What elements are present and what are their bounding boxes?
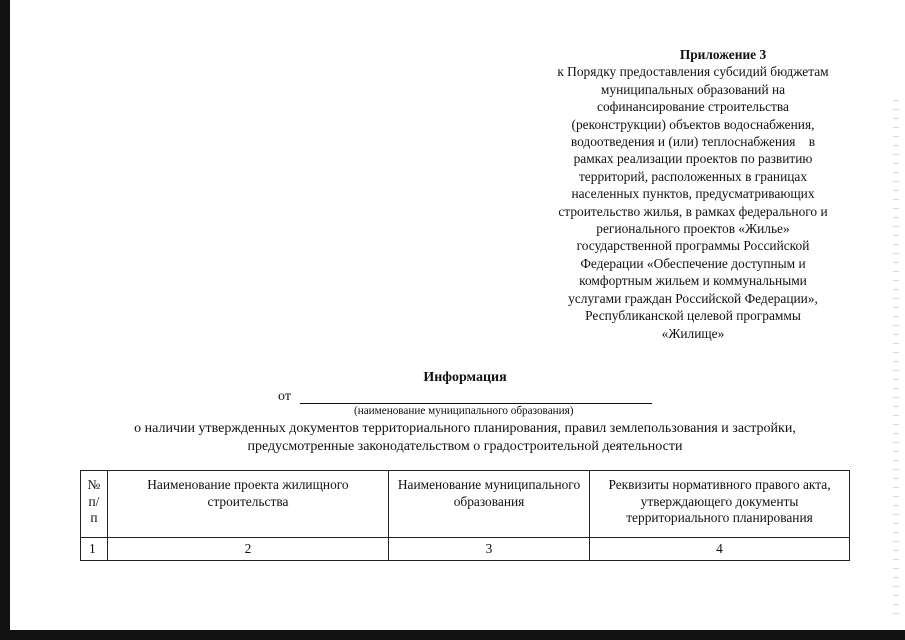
appendix-line: услугами граждан Российской Федерации»,: [568, 290, 818, 306]
form-subject-line: о наличии утвержденных документов территориального планирования, правил землепользования и застройки,: [134, 421, 796, 436]
appendix-block: [528, 46, 858, 342]
info-table: [80, 470, 850, 561]
from-label: от: [278, 389, 291, 404]
header-number: № п/п: [81, 471, 108, 538]
table-header-row: [81, 471, 850, 538]
appendix-line: регионального проектов «Жилье»: [596, 221, 790, 237]
column-number-cell: 1: [81, 538, 108, 561]
municipality-caption: (наименование муниципального образования): [354, 405, 574, 417]
column-number-cell: 2: [107, 538, 388, 561]
table-row: [81, 538, 850, 561]
appendix-line: муниципальных образований на: [600, 81, 786, 97]
appendix-line: государственной программы Российской: [576, 238, 810, 254]
appendix-line: «Жилище»: [661, 325, 725, 341]
appendix-line: строительство жилья, в рамках федерального и: [558, 203, 828, 219]
scan-edge-noise: [893, 100, 899, 620]
municipality-fill-line[interactable]: [300, 403, 652, 404]
appendix-line: комфортным жильем и коммунальными: [579, 273, 807, 289]
column-number-cell: 3: [389, 538, 590, 561]
header-municipality: Наименование муниципального образования: [389, 471, 590, 538]
form-subject: [0, 420, 905, 456]
appendix-line: водоотведения и (или) теплоснабжения в: [570, 134, 816, 150]
appendix-title: Приложение 3: [679, 47, 767, 62]
appendix-line: к Порядку предоставления субсидий бюджетам: [557, 64, 829, 80]
form-title: Информация: [423, 370, 507, 385]
header-project: Наименование проекта жилищного строительства: [107, 471, 388, 538]
appendix-line: Республиканской целевой программы: [585, 308, 801, 324]
form-subject-line: предусмотренные законодательством о градостроительной деятельности: [247, 439, 683, 454]
scan-bottom-border: [0, 630, 905, 640]
scan-left-border: [0, 0, 10, 640]
appendix-line: населенных пунктов, предусматривающих: [571, 186, 815, 202]
appendix-line: софинансирование строительства: [597, 99, 789, 115]
appendix-line: территорий, расположенных в границах: [578, 168, 808, 184]
appendix-line: рамках реализации проектов по развитию: [573, 151, 813, 167]
header-act-details: Реквизиты нормативного правого акта, утверждающего документы территориального планирования: [590, 471, 850, 538]
appendix-line: (реконструкции) объектов водоснабжения,: [571, 116, 815, 132]
appendix-line: Федерации «Обеспечение доступным и: [580, 255, 806, 271]
column-number-cell: 4: [590, 538, 850, 561]
